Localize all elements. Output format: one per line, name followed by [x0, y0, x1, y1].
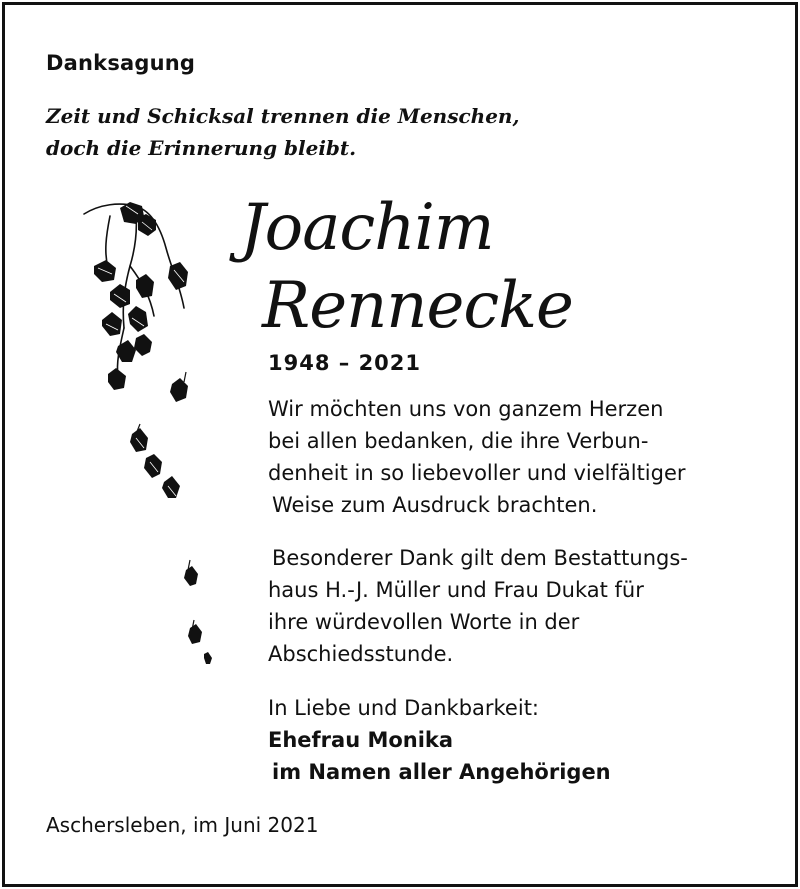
closing-intro: In Liebe und Dankbarkeit: — [268, 696, 540, 720]
birch-leaves-icon — [80, 196, 220, 676]
place-and-date: Aschersleben, im Juni 2021 — [46, 813, 319, 837]
deceased-first-name: Joachim — [240, 191, 494, 265]
motto-line-2: doch die Erinnerung bleibt. — [46, 136, 357, 160]
closing-block — [268, 692, 611, 788]
closing-spouse: Ehefrau Monika — [268, 728, 454, 752]
thanks-line-1: Wir möchten uns von ganzem Herzen — [268, 397, 664, 421]
life-years: 1948 – 2021 — [268, 351, 422, 375]
special-thanks-paragraph — [268, 542, 688, 670]
closing-family: im Namen aller Angehörigen — [272, 760, 611, 784]
thanks-line-4: Weise zum Ausdruck brachten. — [272, 493, 598, 517]
thanks-line-2: bei allen bedanken, die ihre Verbun- — [268, 429, 649, 453]
special-thanks-line-3: ihre würdevollen Worte in der — [268, 610, 580, 634]
thanks-line-3: denheit in so liebevoller und vielfältiger — [268, 461, 686, 485]
motto — [46, 100, 519, 164]
special-thanks-line-2: haus H.-J. Müller und Frau Dukat für — [268, 578, 644, 602]
motto-line-1: Zeit und Schicksal trennen die Menschen, — [46, 104, 520, 128]
deceased-last-name: Rennecke — [262, 269, 573, 343]
thanks-paragraph — [268, 393, 686, 521]
special-thanks-line-1: Besonderer Dank gilt dem Bestattungs- — [272, 546, 688, 570]
special-thanks-line-4: Abschiedsstunde. — [268, 642, 454, 666]
notice-heading: Danksagung — [46, 51, 196, 75]
